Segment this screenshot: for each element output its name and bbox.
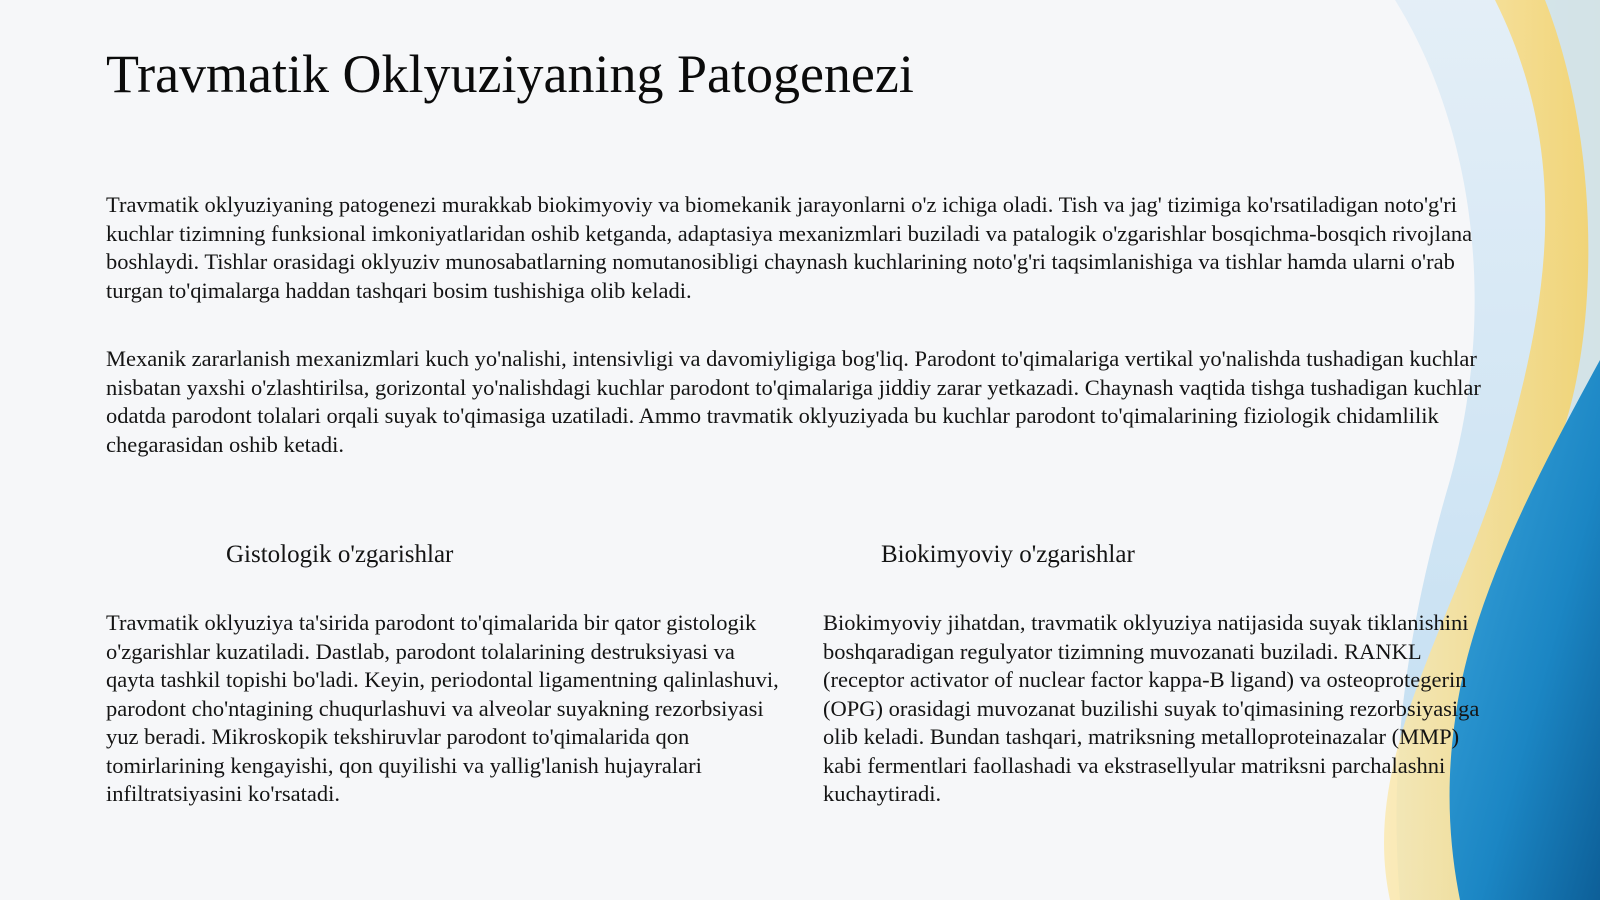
slide-title: Travmatik Oklyuziyaning Patogenezi: [106, 44, 914, 104]
intro-paragraph: Travmatik oklyuziyaning patogenezi murakkab biokimyoviy va biomekanik jarayonlarni o'z ichiga oladi. Tish va jag' tizimiga ko'rsatiladigan noto'g'ri kuchlar tizimning funksional imkoniyatlaridan oshib ketganda, adaptasiya mexanizmlari buziladi va patalogik o'zgarishlar bosqichma-bosqich rivojlana boshlaydi. Tishlar orasidagi oklyuziv munosabatlarning nomutanosibligi chaynash kuchlarining noto'g'ri taqsimlanishiga va tishlar hamda ularni o'rab turgan to'qimalarga haddan tashqari bosim tushishiga olib keladi.: [106, 192, 1473, 303]
biochemistry-text: Biokimyoviy jihatdan, travmatik oklyuziya natijasida suyak tiklanishini boshqaradigan regulyator tizimning muvozanati buziladi. RANKL (receptor activator of nuclear factor kappa-B ligand) va osteoprotegerin (OPG) orasidagi muvozanat buzilishi suyak to'qimasining rezorbsiyasiga olib keladi. Bundan tashqari, matriksning metalloproteinazalar (MMP) kabi fermentlari faollashadi va ekstrasellyular matriksni parchalashni kuchaytiradi.: [823, 610, 1480, 806]
histology-text: Travmatik oklyuziya ta'sirida parodont to'qimalarida bir qator gistologik o'zgarishlar kuzatiladi. Dastlab, parodont tolalarining destruksiyasi va qayta tashkil topishi bo'ladi. Keyin, periodontal ligamentning qalinlashuvi, parodont cho'ntagining chuqurlashuvi va alveolar suyakning rezorbsiyasi yuz beradi. Mikroskopik tekshiruvlar parodont to'qimalarida qon tomirlarining kengayishi, qon quyilishi va yallig'lanish hujayralari infiltratsiyasini ko'rsatadi.: [106, 610, 779, 806]
mechanism-paragraph: Mexanik zararlanish mexanizmlari kuch yo'nalishi, intensivligi va davomiyligiga bog'liq. Parodont to'qimalariga vertikal yo'nalishda tushadigan kuchlar nisbatan yaxshi o'zlashtirilsa, gorizontal yo'nalishdagi kuchlar parodont to'qimalariga jiddiy zarar yetkazadi. Chaynash vaqtida tishga tushadigan kuchlar odatda parodont tolalari orqali suyak to'qimasiga uzatiladi. Ammo travmatik oklyuziyada bu kuchlar parodont to'qimalarining fiziologik chidamlilik chegarasidan oshib ketadi.: [106, 346, 1481, 457]
histology-heading: Gistologik o'zgarishlar: [226, 541, 454, 568]
biochemistry-heading: Biokimyoviy o'zgarishlar: [881, 541, 1135, 568]
